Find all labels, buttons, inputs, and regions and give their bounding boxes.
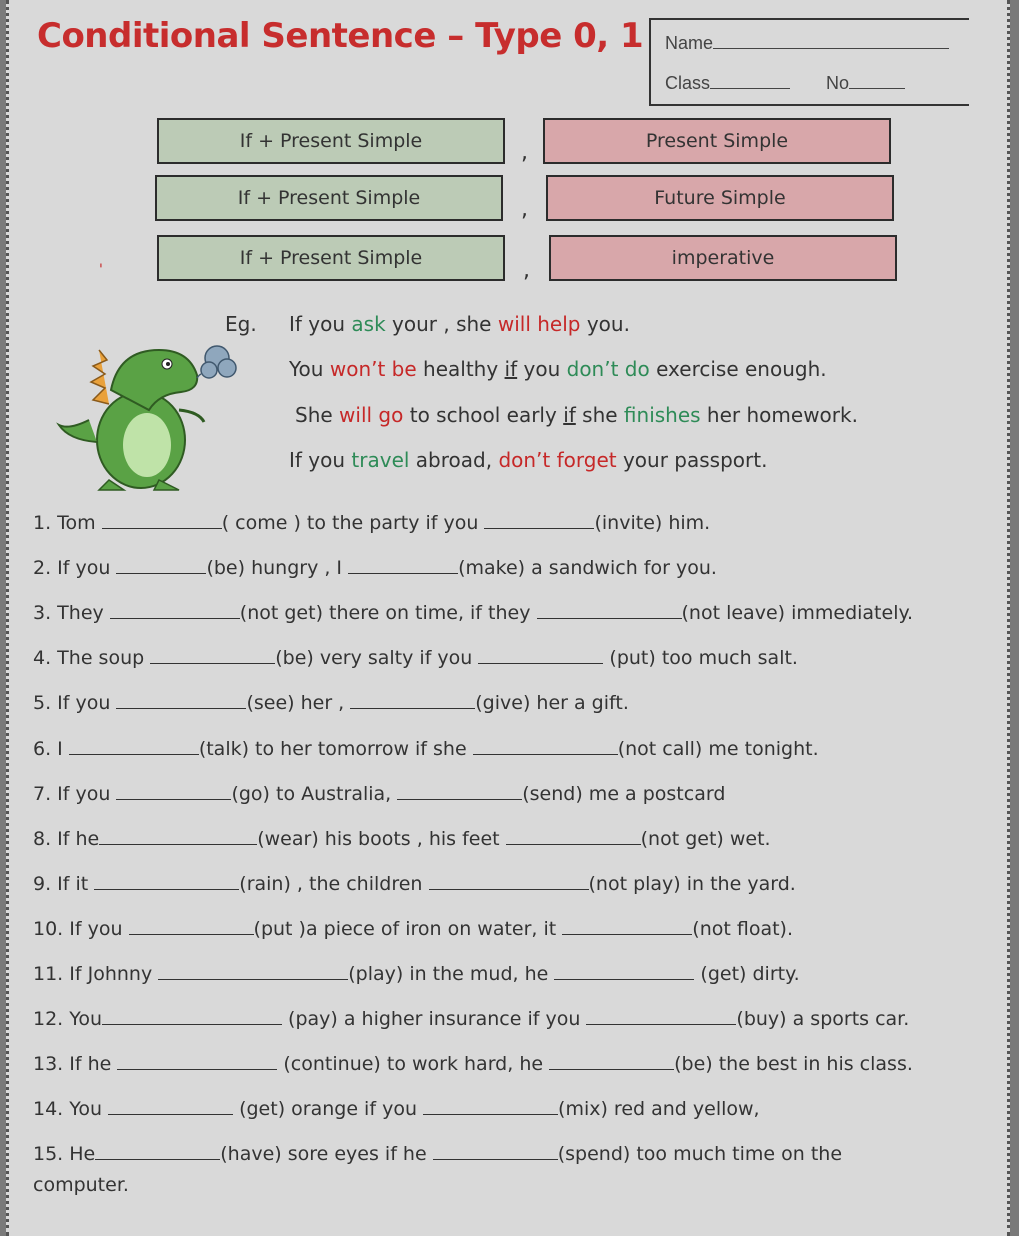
exercise-item [33,1096,760,1120]
example-text: her homework. [700,403,858,427]
exercise-item [33,645,798,669]
exercise-prompt: 1. Tom [33,512,102,534]
exercise-prompt: 12. You [33,1008,103,1030]
example-result-verb: won’t be [329,357,417,381]
exercise-text: (not get) wet. [640,828,771,850]
exercise-text: (mix) red and yellow, [558,1098,760,1120]
answer-blank[interactable] [110,600,240,619]
exercise-item [33,781,725,805]
example-result-verb: will go [339,403,404,427]
formula-comma: , [521,197,528,222]
example-label: Eg. [225,312,257,336]
name-label: Name [665,33,714,53]
answer-blank[interactable] [95,1141,220,1160]
example-if-word: if [563,403,576,427]
exercise-prompt: 8. If he [33,828,100,850]
example-text: she [575,403,624,427]
exercise-text: (give) her a gift. [475,692,629,714]
dinosaur-illustration [49,330,239,495]
formula-result-label: Future Simple [654,187,786,209]
exercise-text: (be) very salty if you [275,647,479,669]
answer-blank[interactable] [562,916,692,935]
example-condition-verb: don’t do [566,357,650,381]
answer-blank[interactable] [586,1006,736,1025]
formula-condition-2 [155,175,503,221]
exercise-text: (put )a piece of iron on water, it [253,918,563,940]
formula-condition-label: If + Present Simple [239,130,423,152]
example-condition-verb: ask [351,312,386,336]
answer-blank[interactable] [69,736,199,755]
formula-result-2 [546,175,894,221]
answer-blank[interactable] [102,1006,282,1025]
exercise-text: (be) hungry , I [206,557,349,579]
exercise-text: (not leave) immediately. [681,602,914,624]
exercise-prompt: 6. I [33,738,69,760]
answer-blank[interactable] [129,916,254,935]
answer-blank[interactable] [102,510,222,529]
formula-condition-1 [157,118,505,164]
example-text: If you [289,312,352,336]
no-label: No [826,73,850,93]
exercise-text: (play) in the mud, he [348,963,555,985]
exercise-text: (get) orange if you [233,1098,424,1120]
smoke-puff-icon [197,346,236,378]
exercise-item [33,600,913,624]
class-field[interactable] [710,72,790,89]
exercise-text: (not play) in the yard. [588,873,796,895]
exercise-text: (see) her , [246,692,351,714]
example-text: your , she [385,312,498,336]
formula-result-1 [543,118,891,164]
answer-blank[interactable] [94,871,239,890]
example-if-word: if [504,357,518,381]
dinosaur-icon [59,350,204,490]
example-text: exercise enough. [649,357,827,381]
exercise-text: (pay) a higher insurance if you [282,1008,587,1030]
answer-blank[interactable] [478,645,603,664]
exercise-text: (be) the best in his class. [674,1053,913,1075]
exercise-text: (rain) , the children [239,873,429,895]
exercise-text: (buy) a sports car. [736,1008,910,1030]
class-row [665,72,905,94]
exercise-item [33,690,629,714]
exercise-text: (go) to Australia, [231,783,398,805]
page-title: Conditional Sentence – Type 0, 1 [37,16,644,56]
formula-comma: , [523,258,530,283]
exercise-item [33,871,796,895]
no-field[interactable] [849,72,905,89]
example-sentence-3 [295,403,858,427]
exercise-item [33,1141,842,1165]
answer-blank[interactable] [99,826,257,845]
formula-condition-3 [157,235,505,281]
formula-result-label: imperative [671,247,775,269]
exercise-text: (have) sore eyes if he [220,1143,433,1165]
example-text: you. [580,312,630,336]
exercise-text: (get) dirty. [694,963,800,985]
formula-comma: , [521,140,528,165]
example-text: abroad, [409,448,499,472]
answer-blank[interactable] [158,961,348,980]
exercise-text: (not call) me tonight. [617,738,819,760]
example-text: If you [289,448,352,472]
example-sentence-1 [289,312,630,336]
answer-blank[interactable] [537,600,682,619]
exercise-item [33,510,710,534]
exercise-text: (not get) there on time, if they [239,602,537,624]
exercise-prompt: 4. The soup [33,647,151,669]
exercise-item [33,736,819,760]
exercise-item [33,555,717,579]
exercise-text: (wear) his boots , his feet [257,828,506,850]
example-condition-verb: finishes [623,403,701,427]
answer-blank[interactable] [506,826,641,845]
student-info-box [649,18,969,106]
example-result-verb: don’t forget [498,448,617,472]
formula-condition-label: If + Present Simple [239,247,423,269]
answer-blank[interactable] [484,510,594,529]
exercise-item [33,1051,913,1075]
example-sentence-4 [289,448,767,472]
example-text: your passport. [616,448,768,472]
answer-blank[interactable] [429,871,589,890]
exercise-item [33,916,793,940]
exercise-prompt: 13. If he [33,1053,118,1075]
example-text: to school early [403,403,564,427]
exercise-prompt: 15. He [33,1143,96,1165]
class-label: Class [665,73,711,93]
answer-blank[interactable] [423,1096,558,1115]
exercise-item [33,1006,909,1030]
exercise-prompt: 10. If you [33,918,129,940]
answer-blank[interactable] [150,645,275,664]
exercise-item [33,961,800,985]
example-result-verb: will help [497,312,581,336]
answer-blank[interactable] [433,1141,558,1160]
name-field[interactable] [713,32,949,49]
answer-blank[interactable] [554,961,694,980]
exercise-text: ( come ) to the party if you [221,512,485,534]
answer-blank[interactable] [108,1096,233,1115]
example-text: She [295,403,340,427]
answer-blank[interactable] [348,555,458,574]
answer-blank[interactable] [549,1051,674,1070]
exercise-text: (continue) to work hard, he [277,1053,550,1075]
exercise-text: (make) a sandwich for you. [458,557,717,579]
example-text: healthy [416,357,505,381]
formula-result-label: Present Simple [645,130,789,152]
exercise-prompt: 2. If you [33,557,117,579]
exercise-text: (spend) too much time on the [557,1143,843,1165]
answer-blank[interactable] [116,690,246,709]
exercise-prompt: 14. You [33,1098,109,1120]
example-condition-verb: travel [351,448,410,472]
exercise-prompt: 9. If it [33,873,95,895]
exercise-text: (talk) to her tomorrow if she [198,738,473,760]
exercise-text: (not float). [692,918,793,940]
exercise-text: (invite) him. [594,512,711,534]
answer-blank[interactable] [350,690,475,709]
exercise-prompt: 11. If Johnny [33,963,159,985]
answer-blank[interactable] [397,781,522,800]
worksheet [6,0,1010,1236]
example-text: You [289,357,330,381]
answer-blank[interactable] [473,736,618,755]
stray-mark: ' [99,262,103,278]
formula-result-3 [549,235,897,281]
answer-blank[interactable] [117,1051,277,1070]
name-row [665,32,949,54]
exercise-15-continuation: computer. [33,1174,129,1196]
exercise-text: (put) too much salt. [603,647,798,669]
exercise-prompt: 5. If you [33,692,117,714]
formula-condition-label: If + Present Simple [237,187,421,209]
exercise-text: (send) me a postcard [522,783,726,805]
answer-blank[interactable] [116,781,231,800]
answer-blank[interactable] [116,555,206,574]
example-text: you [517,357,567,381]
example-sentence-2 [289,357,827,381]
exercise-prompt: 7. If you [33,783,117,805]
exercise-item [33,826,771,850]
exercise-prompt: 3. They [33,602,110,624]
